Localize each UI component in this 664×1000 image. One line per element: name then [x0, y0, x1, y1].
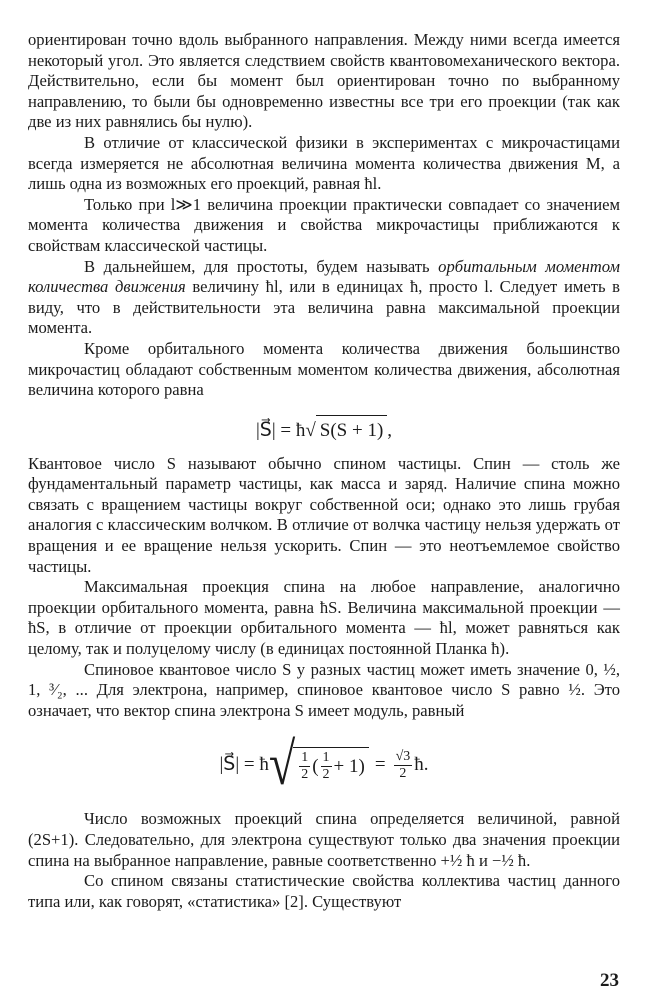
- paragraph: Максимальная проекция спина на любое направление, аналогично проекции орбитального момента, равна ħS. Величина максимальной проекции — ħS, в отличие от проекции орбитального момента — ħl, может равняться как целому, так и полуцелому числу (в единицах постоянной Планка ħ).: [28, 577, 620, 659]
- paragraph: Квантовое число S называют обычно спином частицы. Спин — столь же фундаментальный параметр частицы, как масса и заряд. Наличие спина можно связать с вращением частицы вокруг собственной оси; однако это лишь грубая аналогия с классическим волчком. В отличие от волчка частицу нельзя удержать от вращения и ее вращение нельзя ускорить. Спин — это неотъемлемое свойство частицы.: [28, 453, 620, 576]
- plus-one: + 1: [333, 755, 359, 777]
- emphasized-term: орбитальным моментом количества движения: [28, 256, 620, 297]
- paragraph: ориентирован точно вдоль выбранного направления. Между ними всегда имеется некоторый угол. Это является следствием свойств квантовомеханического вектора. Действительно, если бы момент был ориентирован точно по выбранному направлению, то были бы одновременно известны все три его проекции (так как две из них равнялись бы нулю).: [28, 30, 620, 132]
- formula-tail: ħ.: [414, 754, 429, 776]
- fraction: $\frac{1}{2}$: [322, 750, 330, 783]
- paren-close: ): [358, 755, 365, 777]
- paren-open: (: [312, 755, 319, 777]
- page-body: [28, 30, 620, 912]
- paragraph: Только при l≫1 величина проекции практически совпадает со значением момента количества движения и свойства микрочастицы приближаются к свойствам классической частицы.: [28, 194, 620, 255]
- formula-tail: ,: [387, 419, 393, 441]
- paragraph: Со спином связаны статистические свойства коллектива частиц данного типа или, как говорят, «статистика» [2]. Существуют: [28, 871, 620, 911]
- page-number: 23: [600, 970, 619, 991]
- spin-modulus-formula: [28, 415, 620, 444]
- formula-radicand: [293, 747, 369, 783]
- fraction: $\frac{1}{2}$: [301, 750, 309, 783]
- formula-lhs: |S⃗| = ħ: [219, 754, 269, 776]
- paragraph: Число возможных проекций спина определяется величиной, равной (2S+1). Следовательно, для электрона существуют только два значения проекции спина на выбранное направление, равные соответственно +½ ħ и −½ ħ.: [28, 809, 620, 870]
- paragraph: В отличие от классической физики в экспериментах с микрочастицами всегда измеряется не абсолютная величина момента количества движения M, а лишь одна из возможных его проекций, равная ħl.: [28, 132, 620, 194]
- sqrt-sign: √: [268, 731, 296, 798]
- sqrt-sign: √: [305, 419, 316, 441]
- paragraph: Кроме орбитального момента количества движения большинство микрочастиц обладают собственным моментом количества движения, абсолютная величина которого равна: [28, 338, 620, 400]
- paragraph-text: В дальнейшем, для простоты, будем называть: [84, 256, 439, 276]
- paragraph-text: величину ħl, или в единицах ħ, просто l. Следует иметь в виду, что в действительности эта величина равна максимальной проекции момента.: [28, 277, 620, 338]
- equals-sign: =: [374, 754, 386, 776]
- paragraph: [28, 257, 620, 339]
- formula-radicand: S(S + 1): [316, 415, 388, 444]
- paragraph: Спиновое квантовое число S у разных частиц может иметь значение 0, ½, 1, ³⁄₂, ... Для электрона, например, спиновое квантовое число S равно ½. Это означает, что вектор спина электрона S имеет модуль, равный: [28, 659, 620, 720]
- fraction: $\frac{√3}{2}$: [395, 748, 411, 781]
- electron-spin-formula: [28, 733, 620, 797]
- formula-lhs: |S⃗| = ħ: [255, 419, 306, 441]
